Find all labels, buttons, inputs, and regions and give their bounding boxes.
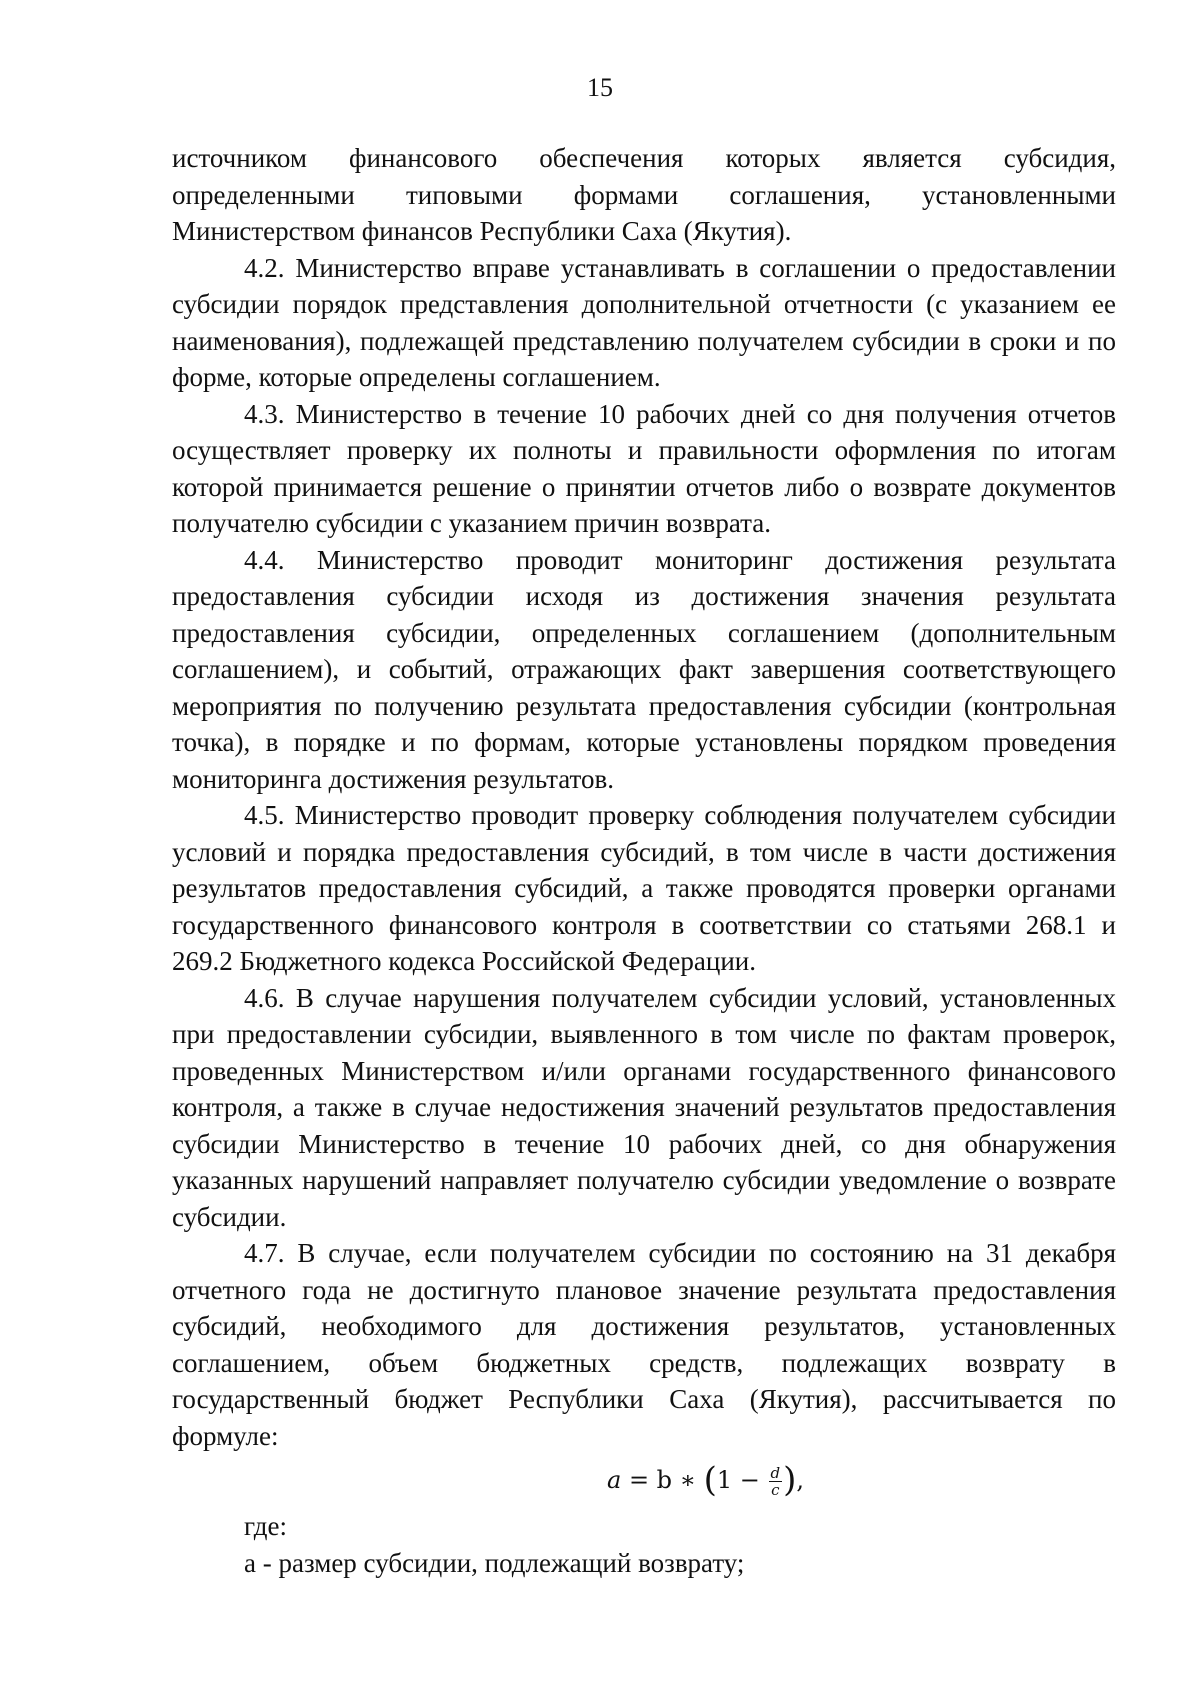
formula-denominator: c — [771, 1481, 780, 1499]
paragraph-4-4: 4.4. Министерство проводит мониторинг достижения результата предоставления субсидии исходя из достижения значения результата предоставления субсидии, определенных соглашением (дополнительным соглашением), и событий, отражающих факт завершения соответствующего мероприятия по получению результата предоставления субсидии (контрольная точка), в порядке и по формам, которые установлены порядком проведения мониторинга достижения результатов. — [172, 544, 1116, 794]
paragraph-4-5: 4.5. Министерство проводит проверку соблюдения получателем субсидии условий и порядка предоставления субсидий, в том числе в части достижения результатов предоставления субсидий, а также проводятся проверки органами государственного финансового контроля в соответствии со статьями 268.1 и 269.2 Бюджетного кодекса Российской Федерации. — [172, 800, 1116, 976]
paragraph-4-7: 4.7. В случае, если получателем субсидии по состоянию на 31 декабря отчетного года не достигнуто плановое значение результата предоставления субсидий, необходимого для достижения результатов, установленных соглашением, объем бюджетных средств, подлежащих возврату в государственный бюджет Республики Саха (Якутия), рассчитывается по формуле: — [172, 1238, 1116, 1451]
formula-close-paren: ) — [783, 1460, 797, 1500]
formula-one-minus: 1 − — [716, 1466, 768, 1494]
definition-a: а - размер субсидии, подлежащий возврату; — [244, 1547, 745, 1578]
paragraph-4-2: 4.2. Министерство вправе устанавливать в соглашении о предоставлении субсидии порядок представления дополнительной отчетности (с указанием ее наименования), подлежащей представлению получателем субсидии в сроки и по форме, которые определены соглашением. — [172, 252, 1116, 392]
formula-equals-b: = b ∗ — [621, 1466, 704, 1494]
paragraph-continuation: источником финансового обеспечения которых является субсидия, определенными типовыми формами соглашения, установленными Министерством финансов Республики Саха (Якутия). — [172, 143, 1116, 246]
document-body — [172, 140, 1116, 1581]
formula-numerator: d — [770, 1464, 781, 1482]
refund-formula — [172, 1458, 1116, 1502]
formula-fraction — [769, 1465, 783, 1498]
formula-open-paren: ( — [703, 1460, 717, 1500]
where-label: где: — [244, 1511, 287, 1541]
paragraph-4-3: 4.3. Министерство в течение 10 рабочих дней со дня получения отчетов осуществляет проверку их полноты и правильности оформления по итогам которой принимается решение о принятии отчетов либо о возврате документов получателю субсидии с указанием причин возврата. — [172, 398, 1116, 538]
page-number: 15 — [587, 73, 613, 102]
formula-lhs: a — [607, 1466, 622, 1494]
paragraph-4-6: 4.6. В случае нарушения получателем субсидии условий, установленных при предоставлении субсидии, выявленного в том числе по фактам проверок, проведенных Министерством и/или органами государственного финансового контроля, а также в случае недостижения значений результатов предоставления субсидии Министерство в течение 10 рабочих дней, со дня обнаружения указанных нарушений направляет получателю субсидии уведомление о возврате субсидии. — [172, 982, 1116, 1232]
formula-trailing-comma: , — [796, 1466, 805, 1494]
